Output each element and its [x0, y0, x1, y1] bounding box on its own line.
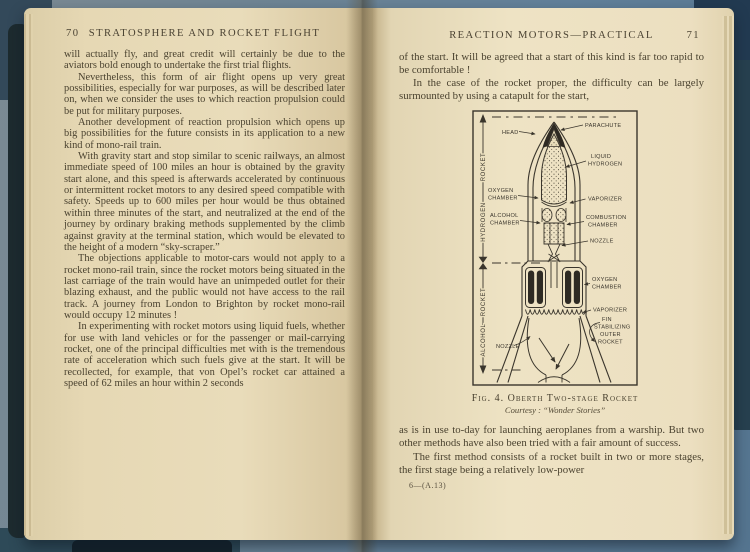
figure-label-oxygen-chamber: OXYGEN — [488, 188, 514, 195]
open-book — [24, 8, 734, 540]
figure-label-vaporizer-upper: VAPORIZER — [588, 196, 623, 203]
figure-label-combustion-chamber: COMBUSTION — [586, 215, 627, 222]
right-running-head — [399, 30, 704, 44]
figure-caption-courtesy: Courtesy : “Wonder Stories” — [504, 405, 606, 416]
figure-label-vaporizer-lower: VAPORIZER — [593, 307, 628, 314]
left-page-number: 70 — [66, 28, 80, 39]
left-page — [24, 8, 373, 540]
paragraph: In experimenting with rocket motors using liquid fuels, whether for use with land vehicles or for the passenger or mail-carrying rocket, one of the principal difficulties met with is the tremendous rate of acceleration which such fuels give at the start. It will be recollected, for example, that von Opel’s rocket car attained a speed of 62 miles an hour within 2 seconds — [64, 321, 345, 389]
figure-label-liquid-hydrogen: LIQUID — [591, 154, 612, 161]
printer-signature: 6—(A.13) — [409, 480, 447, 490]
figure-label-alcohol-chamber: CHAMBER — [490, 220, 520, 227]
figure — [435, 110, 675, 415]
paragraph: of the start. It will be agreed that a start of this kind is far too rapid to be comfortable ! — [399, 51, 704, 77]
paragraph: The objections applicable to motor-cars would not apply to a rocket mono-rail train, since the rocket motors being situated in the last carriage of the train would have an unimpeded outlet for their blazing exhaust, and the public would not have access to the rail track. A journey from London to Brighton by rocket mono-rail would occupy 12 minutes ! — [64, 253, 345, 321]
oxygen-chamber-lobes — [528, 271, 580, 305]
figure-label-head: HEAD — [502, 130, 519, 137]
figure-label-alcohol: ALCOHOL — [481, 323, 487, 357]
paragraph: as is in use to-day for launching aeroplanes from a warship. But two other methods have also been tried with a fair amount of success. — [399, 424, 704, 450]
right-running-title: REACTION MOTORS—PRACTICAL — [449, 30, 654, 41]
figure-box — [472, 110, 638, 386]
rocket-internals — [542, 134, 567, 244]
paragraph: Another development of reaction propulsion which opens up big possibilities for the future consists in its application to a new kind of mono-rail train. — [64, 117, 345, 151]
paragraph: Nevertheless, this form of air flight opens up very great possibilities, especially for war purposes, as will be described later on, when we consider the uses to which reaction propulsion could be put for military purposes. — [64, 71, 345, 117]
right-page — [373, 8, 734, 540]
figure-label-nozzle-right: NOZZLE — [590, 238, 614, 245]
figure-label-oxygen-chamber-2: OXYGEN — [592, 277, 618, 284]
left-running-title: STRATOSPHERE AND ROCKET FLIGHT — [88, 28, 321, 39]
right-page-number: 71 — [686, 30, 700, 41]
figure-label-fin: ROCKET — [598, 339, 623, 346]
book-cover-left-edge — [8, 24, 25, 538]
figure-label-liquid-hydrogen: HYDROGEN — [588, 161, 623, 168]
figure-label-fin: STABILIZING — [594, 324, 631, 331]
paragraph: will actually fly, and great credit will certainly be due to the aviators bold enough to undertake the first trial flights. — [64, 49, 345, 72]
figure-label-rocket-upper: ROCKET — [481, 153, 487, 182]
paragraph: In the case of the rocket proper, the difficulty can be largely surmounted by using a catapult for the start, — [399, 77, 704, 103]
figure-label-oxygen-chamber-2: CHAMBER — [592, 284, 622, 291]
figure-label-combustion-chamber: CHAMBER — [588, 222, 618, 229]
figure-label-nozzle-left: NOZZLE — [496, 344, 520, 351]
figure-caption-title: Fig. 4. Oberth Two-stage Rocket — [471, 393, 639, 405]
figure-caption — [435, 393, 675, 415]
figure-label-oxygen-chamber: CHAMBER — [488, 195, 518, 202]
figure-label-alcohol-chamber: ALCOHOL — [490, 213, 519, 220]
figure-label-fin: FIN — [602, 317, 612, 324]
exhaust-arrows — [539, 338, 569, 369]
book-cover-bottom-edge — [72, 540, 232, 552]
paragraph: The first method consists of a rocket built in two or more stages, the first stage being a relatively low-power — [399, 450, 704, 476]
paragraph: With gravity start and stop similar to scenic railways, an almost immediate speed of 100 miles an hour is obtained by the gravity start alone, and this speed is afterwards accelerated by continuous or intermittent rocket motors to any desired speed compatible with safety. Speeds up to 600 miles per hour would be thus obtained within three minutes of the start, and neutralized at the end of the journey by ordinary braking methods supplemented by the climb against gravity at the terminal station, which would be elevated to the height of a modern “sky-scraper.” — [64, 151, 345, 253]
rocket-diagram — [472, 110, 638, 386]
figure-label-parachute: PARACHUTE — [585, 123, 622, 130]
left-running-head — [64, 28, 345, 42]
figure-label-hydrogen: HYDROGEN — [481, 202, 487, 243]
figure-label-fin: OUTER — [600, 332, 621, 339]
figure-label-rocket-lower: ROCKET — [481, 288, 487, 317]
